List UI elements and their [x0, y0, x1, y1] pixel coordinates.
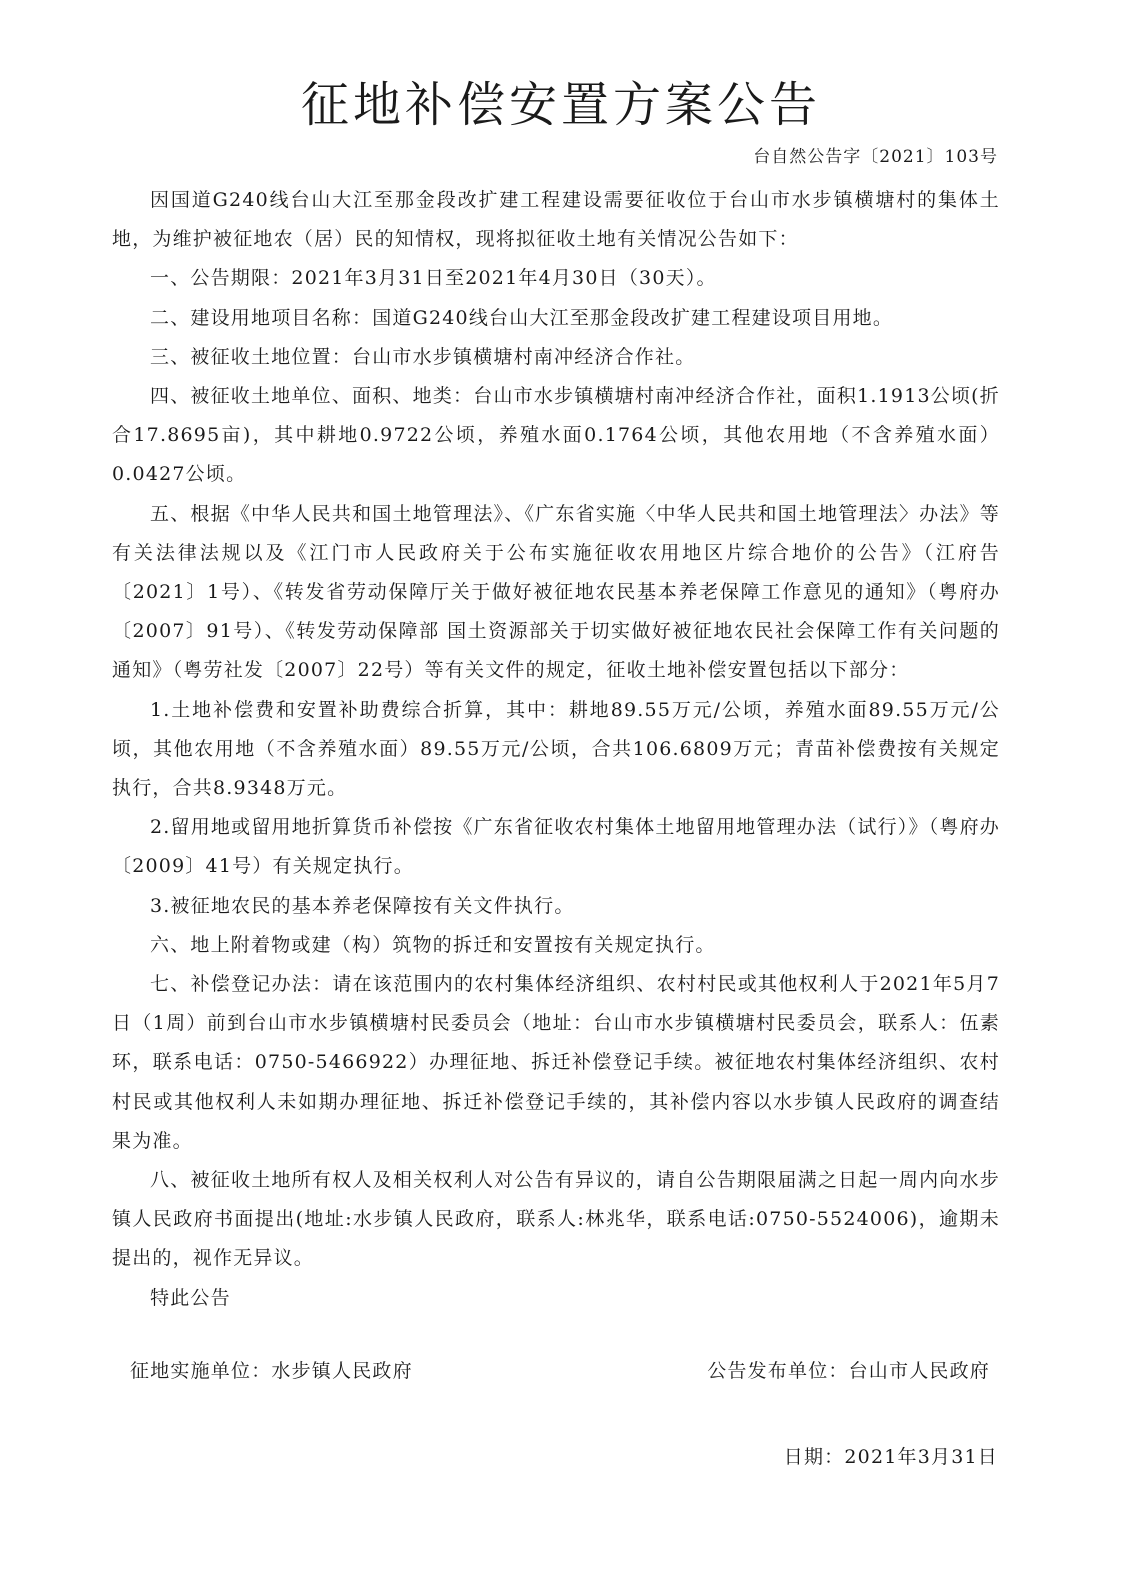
section-4-land-unit-area-type: 四、被征收土地单位、面积、地类：台山市水步镇横塘村南冲经济合作社，面积1.1913公顷(折合17.8695亩)，其中耕地0.9722公顷，养殖水面0.1764公顷，其他农用地（不含养殖水面）0.0427公顷。 — [112, 385, 1000, 486]
section-7-registration: 七、补偿登记办法：请在该范围内的农村集体经济组织、农村村民或其他权利人于2021年5月7日（1周）前到台山市水步镇横塘村民委员会（地址：台山市水步镇横塘村民委员会，联系人：伍素环，联系电话：0750-5466922）办理征地、拆迁补偿登记手续。被征地农村集体经济组织、农村村民或其他权利人未如期办理征地、拆迁补偿登记手续的，其补偿内容以水步镇人民政府的调查结果为准。 — [112, 973, 1000, 1152]
intro-paragraph: 因国道G240线台山大江至那金段改扩建工程建设需要征收位于台山市水步镇横塘村的集体土地，为维护被征地农（居）民的知情权，现将拟征收土地有关情况公告如下： — [112, 189, 1000, 251]
section-5-item-1-compensation: 1.土地补偿费和安置补助费综合折算，其中：耕地89.55万元/公顷，养殖水面89.55万元/公顷，其他农用地（不含养殖水面）89.55万元/公顷，合共106.6809万元；青苗补偿费按有关规定执行，合共8.9348万元。 — [112, 698, 1000, 800]
section-5-item-3-pension: 3.被征地农民的基本养老保障按有关文件执行。 — [150, 894, 575, 917]
section-5-legal-basis: 五、根据《中华人民共和国土地管理法》、《广东省实施〈中华人民共和国土地管理法〉办法》等有关法律法规以及《江门市人民政府关于公布实施征收农用地区片综合地价的公告》（江府告〔2021〕1号）、《转发省劳动保障厅关于做好被征地农民基本养老保障工作意见的通知》（粤府办〔2007〕91号）、《转发劳动保障部 国土资源部关于切实做好被征地农民社会保障工作有关问题的通知》（粤劳社发〔2007〕22号）等有关文件的规定，征收土地补偿安置包括以下部分： — [112, 502, 1000, 682]
document-title: 征地补偿安置方案公告 — [300, 77, 821, 133]
document-body — [112, 181, 1000, 1318]
section-5-item-2-reserved-land: 2.留用地或留用地折算货币补偿按《广东省征收农村集体土地留用地管理办法（试行）》（粤府办〔2009〕41号）有关规定执行。 — [112, 816, 1000, 878]
section-6-demolition: 六、地上附着物或建（构）筑物的拆迁和安置按有关规定执行。 — [150, 933, 716, 956]
section-1-announcement-period: 一、公告期限：2021年3月31日至2021年4月30日（30天）。 — [150, 267, 717, 290]
section-2-project-name: 二、建设用地项目名称：国道G240线台山大江至那金段改扩建工程建设项目用地。 — [150, 306, 894, 329]
closing-phrase: 特此公告 — [150, 1286, 231, 1309]
section-8-objections: 八、被征收土地所有权人及相关权利人对公告有异议的，请自公告期限届满之日起一周内向水步镇人民政府书面提出(地址:水步镇人民政府，联系人:林兆华，联系电话:0750-5524006)，逾期未提出的，视作无异议。 — [112, 1169, 1000, 1270]
section-3-land-location: 三、被征收土地位置：台山市水步镇横塘村南冲经济合作社。 — [150, 345, 696, 368]
implementing-unit: 征地实施单位：水步镇人民政府 — [130, 1360, 413, 1382]
document-number: 台自然公告字〔2021〕103号 — [753, 147, 998, 167]
document-date: 日期：2021年3月31日 — [783, 1446, 998, 1468]
publishing-unit: 公告发布单位：台山市人民政府 — [707, 1360, 990, 1382]
